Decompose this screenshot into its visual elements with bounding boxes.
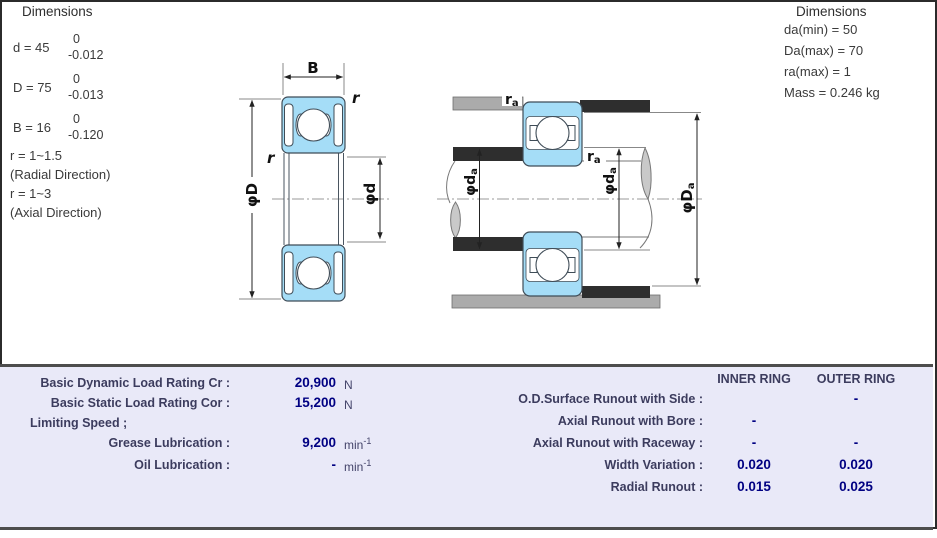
- left-dimensions-title: Dimensions: [22, 4, 93, 19]
- label-phiDa: φDa: [678, 182, 697, 214]
- header-outer-ring: OUTER RING: [816, 372, 896, 386]
- right-dimensions-block: [784, 4, 924, 103]
- shaft-shoulder-bottom: [453, 237, 523, 251]
- bearing-section-upper: [282, 97, 345, 153]
- housing-shoulder-bottom: [582, 286, 650, 298]
- label-r-top: r: [352, 89, 360, 107]
- value-axial-raceway-outer: -: [853, 435, 859, 450]
- value-width-variation-outer: 0.020: [839, 457, 873, 472]
- value-dynamic-load: 20,900: [294, 375, 336, 390]
- note-radial-dir: (Radial Direction): [10, 167, 111, 182]
- value-radial-runout-outer: 0.025: [839, 479, 873, 494]
- dim-B-tol-lower: -0.120: [68, 128, 104, 142]
- right-dimensions-title: Dimensions: [796, 4, 867, 19]
- label-ra-housing: ra: [505, 92, 519, 109]
- label-od-surface-runout: O.D.Surface Runout with Side :: [518, 392, 703, 406]
- abutment-Da-max: Da(max) = 70: [784, 43, 864, 58]
- mounted-ball-lower: [536, 249, 569, 282]
- note-radial-r: r = 1~1.5: [10, 148, 63, 163]
- header-inner-ring: INNER RING: [717, 372, 791, 386]
- shaft-left-end: [451, 202, 461, 238]
- ball-lower: [298, 257, 330, 289]
- label-static-load: Basic Static Load Rating Cor :: [50, 396, 230, 410]
- label-phiD: φD: [243, 182, 261, 208]
- dim-B-label: B = 16: [13, 120, 51, 135]
- label-width-variation: Width Variation :: [604, 458, 703, 472]
- mounted-ball-upper: [536, 117, 569, 150]
- value-axial-bore-inner: -: [751, 413, 757, 428]
- value-oil-lube: -: [331, 457, 336, 472]
- value-grease-lube: 9,200: [302, 435, 336, 450]
- dim-D-tol-upper: 0: [73, 72, 80, 86]
- shaft-right-end: [641, 148, 651, 199]
- mounted-bearing-lower: [523, 232, 582, 296]
- label-radial-runout: Radial Runout :: [610, 480, 703, 494]
- dim-D-label: D = 75: [13, 80, 52, 95]
- label-phid: φd: [361, 182, 379, 206]
- dim-d-tol-upper: 0: [73, 32, 80, 46]
- mounted-bearing-upper: [523, 102, 582, 166]
- left-dimensions-block: [10, 4, 160, 220]
- value-radial-runout-inner: 0.015: [737, 479, 771, 494]
- shaft-shoulder-top: [453, 147, 523, 161]
- label-B: B: [307, 59, 319, 77]
- label-r-side: r: [267, 149, 275, 167]
- label-phida-mid: φda: [602, 167, 619, 195]
- value-axial-raceway-inner: -: [751, 435, 757, 450]
- bearing-section-lower: [282, 245, 345, 301]
- dim-d-tol-lower: -0.012: [68, 48, 104, 62]
- bearing-drawings: [228, 48, 714, 316]
- unit-dynamic-load: N: [344, 378, 353, 392]
- housing-shoulder-top: [580, 100, 650, 112]
- ball-upper: [298, 109, 330, 141]
- chamfer-notes: [10, 146, 110, 222]
- mounting-drawing: [437, 91, 702, 308]
- dim-B-tolerance: [68, 111, 103, 143]
- label-dynamic-load: Basic Dynamic Load Rating Cr :: [40, 376, 230, 390]
- unit-grease-lube: $\min^{-1}$: [344, 436, 372, 452]
- abutment-ra-max: ra(max) = 1: [784, 64, 851, 79]
- mass-line: Mass = 0.246 kg: [784, 85, 880, 100]
- label-axial-runout-bore: Axial Runout with Bore :: [557, 414, 703, 428]
- label-limiting-speed: Limiting Speed ;: [30, 416, 128, 430]
- value-od-surface-outer: -: [853, 391, 859, 406]
- label-grease-lube: Grease Lubrication :: [108, 436, 230, 450]
- label-oil-lube: Oil Lubrication :: [134, 458, 230, 472]
- label-phida-left: φda: [463, 168, 480, 196]
- unit-oil-lube: $\min^{-1}$: [344, 458, 372, 474]
- cross-section-drawing: [239, 59, 392, 301]
- ratings-panel: [0, 364, 933, 530]
- unit-static-load: N: [344, 398, 353, 412]
- value-static-load: 15,200: [294, 395, 336, 410]
- dim-B-tol-upper: 0: [73, 112, 80, 126]
- note-axial-dir: (Axial Direction): [10, 205, 102, 220]
- abutment-da-min: da(min) = 50: [784, 22, 858, 37]
- shaft-end-arc: [640, 199, 652, 248]
- dim-D-tol-lower: -0.013: [68, 88, 104, 102]
- label-ra-shaft: ra: [587, 149, 601, 166]
- value-width-variation-inner: 0.020: [737, 457, 771, 472]
- dim-d-label: d = 45: [13, 40, 50, 55]
- dim-D-tolerance: [68, 71, 103, 103]
- dim-d-tolerance: [68, 31, 103, 63]
- note-axial-r: r = 1~3: [10, 186, 52, 201]
- label-axial-runout-raceway: Axial Runout with Raceway :: [532, 436, 703, 450]
